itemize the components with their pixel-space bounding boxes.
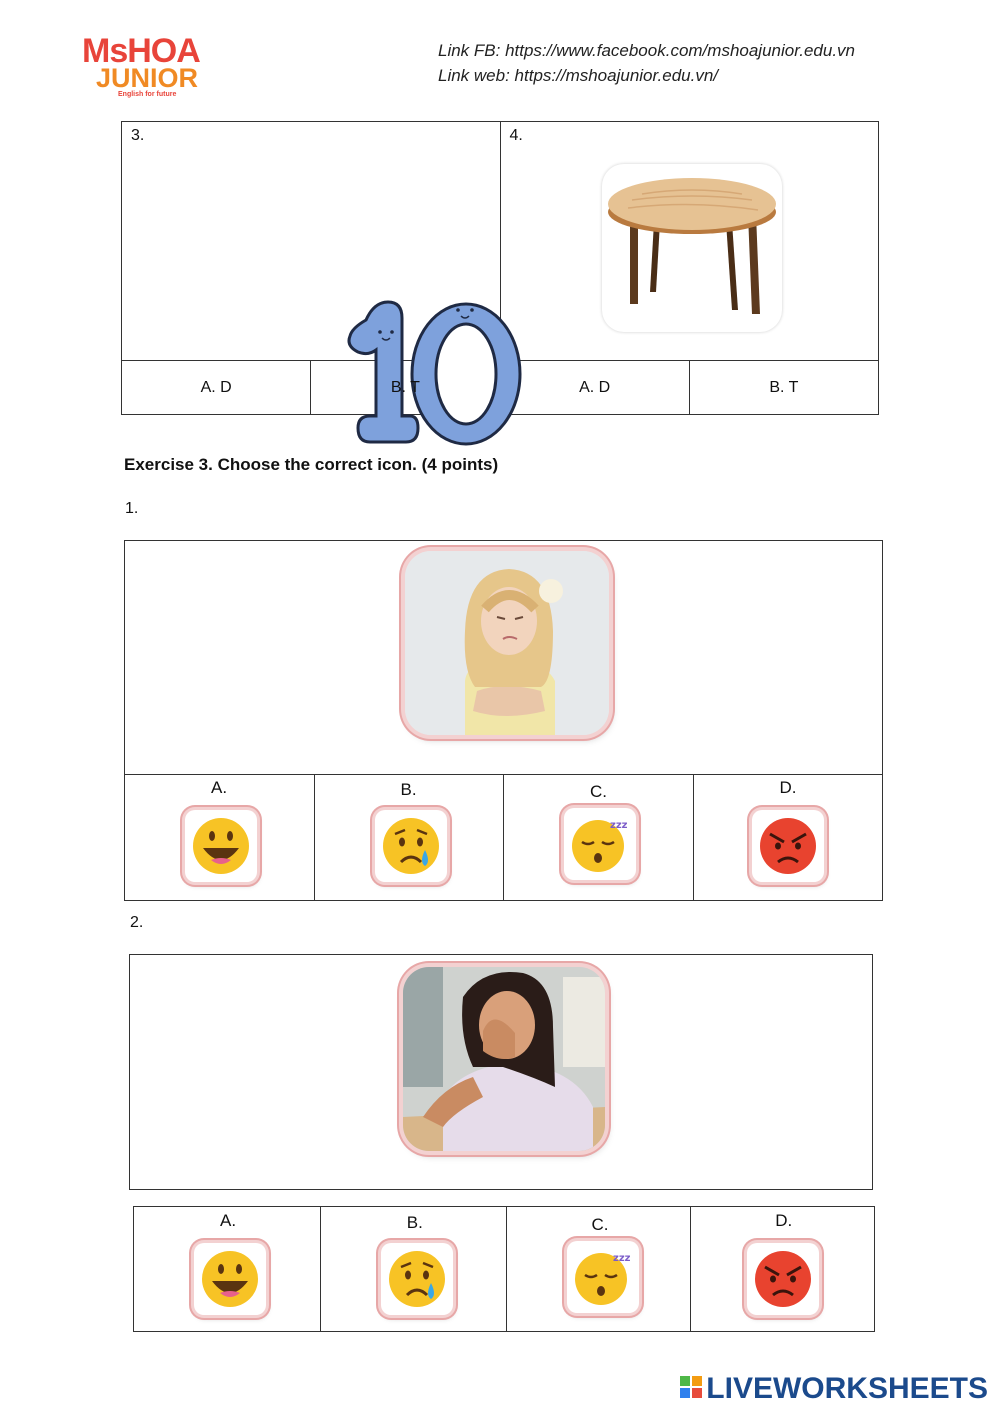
q1-option-a[interactable] — [125, 774, 315, 900]
item-4-cell — [500, 122, 879, 361]
option-letter: A. — [220, 1211, 237, 1230]
angry-girl-photo — [405, 551, 609, 735]
blocks-icon — [680, 1376, 702, 1398]
crying-face-icon — [381, 1243, 453, 1315]
option-letter: C. — [591, 1215, 609, 1234]
happy-face-icon — [194, 1243, 266, 1315]
option-letter: C. — [590, 782, 607, 801]
question-2-options — [133, 1206, 875, 1332]
option-label: A. D — [200, 378, 232, 396]
option-letter: D. — [775, 1211, 793, 1230]
angry-face-icon — [752, 810, 824, 882]
item-3-cell — [122, 122, 501, 361]
angry-face-icon — [747, 1243, 819, 1315]
footer-brand: LIVEWORKSHEETS — [706, 1372, 988, 1405]
q1-option-d[interactable] — [693, 774, 883, 900]
q2-option-a[interactable] — [134, 1207, 321, 1332]
option-label: B. T — [390, 378, 420, 396]
item-3-option-a[interactable] — [122, 361, 311, 415]
sleepy-face-icon — [564, 808, 636, 880]
item-number: 3. — [131, 127, 145, 144]
q2-option-d[interactable] — [691, 1207, 875, 1332]
question-1-options — [124, 774, 883, 901]
svg-text:zzz: zzz — [610, 820, 628, 831]
question-2-number: 2. — [130, 914, 144, 931]
logo-ms-text: MsHOA — [82, 32, 200, 70]
exercise2-table — [121, 121, 879, 415]
item-4-option-a[interactable] — [500, 361, 689, 415]
q2-option-b[interactable] — [320, 1207, 507, 1332]
logo-tagline: English for future — [118, 91, 177, 98]
question-2-image-box — [129, 954, 873, 1190]
item-3-option-b[interactable] — [311, 361, 500, 415]
liveworksheets-logo — [680, 1372, 988, 1406]
svg-text:zzz: zzz — [613, 1253, 631, 1264]
logo-junior-text: JUNIOR — [96, 63, 199, 93]
q2-option-c[interactable] — [507, 1207, 691, 1332]
exercise-3-title: Exercise 3. Choose the correct icon. (4 points) — [124, 455, 499, 474]
option-label: B. T — [769, 378, 799, 396]
question-1-number: 1. — [125, 500, 139, 517]
q1-option-b[interactable] — [314, 774, 504, 900]
option-label: A. D — [579, 378, 611, 396]
happy-face-icon — [185, 810, 257, 882]
option-letter: B. — [400, 780, 417, 799]
item-4-option-b[interactable] — [689, 361, 878, 415]
q1-option-c[interactable] — [504, 774, 694, 900]
option-letter: D. — [779, 778, 797, 797]
sleepy-face-icon — [567, 1241, 639, 1313]
header-links — [438, 38, 855, 88]
question-1-image-box — [124, 540, 883, 775]
round-table-icon — [602, 164, 782, 332]
yawning-girl-photo — [403, 967, 605, 1151]
crying-face-icon — [375, 810, 447, 882]
option-letter: B. — [406, 1213, 423, 1232]
option-letter: A. — [211, 778, 228, 797]
item-number: 4. — [509, 127, 523, 144]
link-fb[interactable]: Link FB: https://www.facebook.com/mshoajunior.edu.vn — [438, 41, 856, 60]
link-web[interactable]: Link web: https://mshoajunior.edu.vn/ — [438, 66, 719, 85]
mshoa-junior-logo — [82, 34, 212, 100]
